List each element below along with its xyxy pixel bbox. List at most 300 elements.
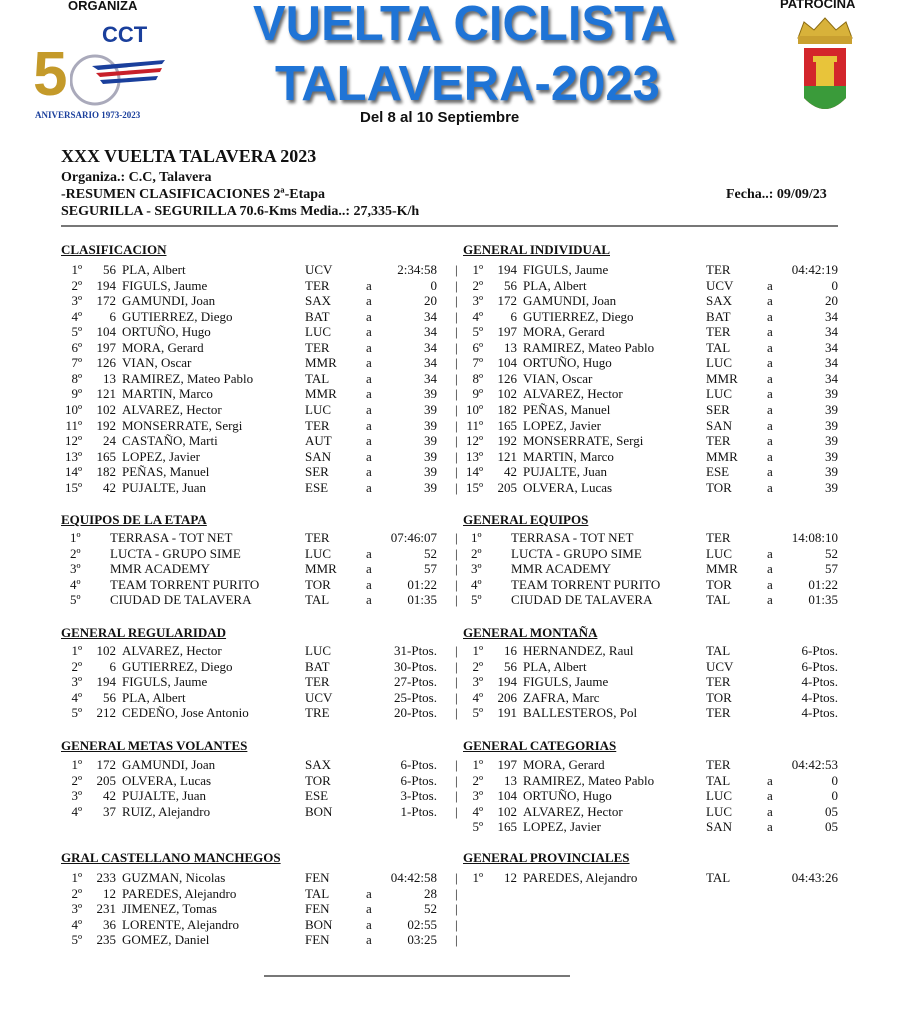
position: 1º — [472, 757, 483, 772]
header-divider — [61, 225, 838, 227]
etapa-line: SEGURILLA - SEGURILLA 70.6-Kms Media..: 27,335-K/h — [61, 204, 420, 219]
time-or-points: 34 — [424, 339, 437, 355]
gap-prefix: a — [767, 339, 773, 355]
rider-name: LORENTE, Alejandro — [122, 916, 239, 932]
general-individual-row — [461, 449, 851, 465]
position: 5º — [71, 324, 82, 340]
gap-prefix: a — [767, 308, 773, 324]
position: 2º — [71, 658, 82, 674]
column-separator: | — [455, 479, 458, 495]
position: 12º — [64, 433, 82, 449]
rider-name: ALVAREZ, Hector — [122, 643, 222, 658]
column-separator: | — [455, 592, 458, 608]
position: 15º — [465, 479, 483, 495]
column-separator: | — [455, 293, 458, 309]
general-individual-row — [461, 464, 851, 480]
bib-number: 194 — [497, 674, 517, 690]
bib-number: 235 — [96, 932, 116, 948]
team-code: MMR — [305, 561, 337, 577]
team-code: TOR — [305, 576, 331, 592]
gap-prefix: a — [767, 592, 773, 608]
general-categorias-row — [461, 788, 851, 804]
clasificacion-row — [60, 480, 450, 496]
rider-name: GOMEZ, Daniel — [122, 932, 210, 948]
team-code: MMR — [706, 448, 738, 464]
position: 1º — [71, 262, 82, 277]
bib-number: 102 — [96, 643, 116, 658]
clasificacion-row — [60, 355, 450, 371]
gral-castellano-manchegos-row — [60, 932, 450, 948]
gap-prefix: a — [767, 401, 773, 417]
clasificacion-row — [60, 418, 450, 434]
general-equipos-row — [461, 577, 851, 593]
team-code: TER — [706, 324, 731, 340]
rider-name: PUJALTE, Juan — [122, 479, 207, 495]
general-individual-row — [461, 278, 851, 294]
general-montana-title: GENERAL MONTAÑA — [463, 625, 598, 640]
time-or-points: 6-Ptos. — [801, 643, 838, 658]
position: 3º — [71, 674, 82, 690]
column-separator: | — [455, 870, 458, 885]
column-separator: | — [455, 433, 458, 449]
position: 12º — [465, 433, 483, 449]
position: 5º — [472, 819, 483, 835]
clasificacion-row — [60, 293, 450, 309]
team-name: TEAM TORRENT PURITO — [511, 576, 661, 592]
rider-name: JIMENEZ, Tomas — [122, 901, 217, 917]
clasificacion-row — [60, 402, 450, 418]
rider-name: MORA, Gerard — [523, 324, 605, 340]
team-code: UCV — [305, 262, 333, 277]
position: 3º — [71, 901, 82, 917]
rider-name: ORTUÑO, Hugo — [523, 355, 612, 371]
gap-prefix: a — [366, 932, 372, 948]
column-separator: | — [455, 803, 458, 819]
clasificacion-row — [60, 340, 450, 356]
general-metas-volantes-title: GENERAL METAS VOLANTES — [61, 738, 248, 753]
time-or-points: 04:42:19 — [791, 262, 838, 277]
general-regularidad-row — [60, 705, 450, 721]
team-code: TER — [706, 262, 731, 277]
team-code: TAL — [706, 592, 731, 608]
time-or-points: 6-Ptos. — [400, 772, 437, 788]
time-or-points: 39 — [424, 464, 437, 480]
time-or-points: 01:35 — [808, 592, 838, 608]
position: 6º — [472, 339, 483, 355]
gap-prefix: a — [767, 788, 773, 804]
time-or-points: 34 — [825, 324, 838, 340]
time-or-points: 1-Ptos. — [400, 803, 437, 819]
position: 3º — [71, 788, 82, 804]
column-separator: | — [455, 464, 458, 480]
time-or-points: 34 — [424, 324, 437, 340]
banner-title-line1: VUELTA CICLISTA — [253, 0, 676, 51]
rider-name: RAMIREZ, Mateo Pablo — [523, 339, 655, 355]
gap-prefix: a — [767, 803, 773, 819]
position: 5º — [71, 932, 82, 948]
time-or-points: 4-Ptos. — [801, 705, 838, 721]
position: 10º — [465, 401, 483, 417]
position: 2º — [472, 772, 483, 788]
time-or-points: 01:35 — [407, 592, 437, 608]
time-or-points: 4-Ptos. — [801, 689, 838, 705]
team-code: BAT — [305, 308, 330, 324]
time-or-points: 34 — [825, 355, 838, 371]
club-logo-text: CCT — [102, 22, 148, 47]
column-separator: | — [455, 545, 458, 561]
team-name: MMR ACADEMY — [511, 561, 612, 577]
gap-prefix: a — [366, 561, 372, 577]
time-or-points: 3-Ptos. — [400, 788, 437, 804]
bib-number: 102 — [96, 401, 116, 417]
gap-prefix: a — [366, 370, 372, 386]
team-code: TAL — [305, 370, 330, 386]
team-name: LUCTA - GRUPO SIME — [110, 545, 241, 561]
time-or-points: 04:42:58 — [390, 870, 437, 885]
gral-castellano-manchegos-row — [60, 870, 450, 886]
team-code: LUC — [305, 324, 331, 340]
rider-name: GAMUNDI, Joan — [122, 757, 216, 772]
general-individual-row — [461, 371, 851, 387]
gap-prefix: a — [366, 479, 372, 495]
bib-number: 104 — [497, 355, 517, 371]
bib-number: 172 — [497, 293, 517, 309]
time-or-points: 57 — [424, 561, 437, 577]
position: 2º — [71, 885, 82, 901]
bib-number: 165 — [497, 417, 517, 433]
clasificacion-row — [60, 262, 450, 278]
position: 4º — [472, 803, 483, 819]
gap-prefix: a — [366, 401, 372, 417]
rider-name: MONSERRATE, Sergi — [122, 417, 243, 433]
column-separator: | — [455, 386, 458, 402]
position: 1º — [71, 757, 82, 772]
position: 4º — [70, 576, 81, 592]
team-code: BAT — [305, 658, 330, 674]
bib-number: 205 — [96, 772, 116, 788]
time-or-points: 39 — [424, 448, 437, 464]
general-metas-volantes-row — [60, 773, 450, 789]
gap-prefix: a — [366, 386, 372, 402]
position: 2º — [71, 277, 82, 293]
position: 3º — [70, 561, 81, 577]
rider-name: PAREDES, Alejandro — [523, 870, 638, 885]
team-code: TOR — [706, 689, 732, 705]
time-or-points: 20 — [424, 293, 437, 309]
rider-name: MORA, Gerard — [122, 339, 204, 355]
team-code: BON — [305, 803, 333, 819]
position: 2º — [472, 277, 483, 293]
team-code: TAL — [305, 885, 330, 901]
general-regularidad-title: GENERAL REGULARIDAD — [61, 625, 227, 640]
time-or-points: 39 — [424, 386, 437, 402]
bib-number: 205 — [497, 479, 517, 495]
team-name: CIUDAD DE TALAVERA — [110, 592, 252, 608]
bib-number: 56 — [504, 277, 517, 293]
team-code: LUC — [706, 545, 732, 561]
bib-number: 165 — [96, 448, 116, 464]
time-or-points: 34 — [825, 308, 838, 324]
time-or-points: 0 — [831, 277, 838, 293]
team-code: TAL — [706, 643, 731, 658]
bib-number: 13 — [504, 339, 517, 355]
rider-name: MARTIN, Marco — [523, 448, 614, 464]
rider-name: ZAFRA, Marc — [523, 689, 600, 705]
rider-name: PAREDES, Alejandro — [122, 885, 237, 901]
position: 4º — [472, 308, 483, 324]
team-code: AUT — [305, 433, 332, 449]
position: 4º — [471, 576, 482, 592]
team-code: SAN — [706, 417, 733, 433]
team-code: TER — [305, 417, 330, 433]
bib-number: 16 — [504, 643, 517, 658]
position: 3º — [471, 561, 482, 577]
position: 1º — [70, 530, 81, 545]
column-separator: | — [455, 916, 458, 932]
bib-number: 197 — [497, 757, 517, 772]
time-or-points: 30-Ptos. — [394, 658, 437, 674]
team-code: LUC — [305, 643, 331, 658]
organiza-line: Organiza.: C.C, Talavera — [61, 170, 212, 185]
position: 2º — [471, 545, 482, 561]
bib-number: 56 — [504, 658, 517, 674]
clasificacion-row — [60, 278, 450, 294]
gral-castellano-manchegos-title: GRAL CASTELLANO MANCHEGOS — [61, 850, 281, 865]
team-code: ESE — [706, 464, 730, 480]
general-montana-row — [461, 659, 851, 675]
equipos-etapa-title: EQUIPOS DE LA ETAPA — [61, 512, 207, 527]
general-individual-row — [461, 324, 851, 340]
team-code: BON — [305, 916, 333, 932]
rider-name: PLA, Albert — [523, 277, 587, 293]
team-code: TAL — [706, 772, 731, 788]
general-montana-row — [461, 643, 851, 659]
rider-name: GUTIERREZ, Diego — [523, 308, 634, 324]
rider-name: ALVAREZ, Hector — [523, 803, 623, 819]
general-individual-row — [461, 418, 851, 434]
gap-prefix: a — [767, 545, 773, 561]
position: 14º — [465, 464, 483, 480]
column-separator: | — [455, 417, 458, 433]
time-or-points: 04:43:26 — [791, 870, 838, 885]
bib-number: 6 — [109, 658, 116, 674]
gap-prefix: a — [767, 479, 773, 495]
team-code: UCV — [706, 277, 734, 293]
team-code: FEN — [305, 932, 330, 948]
rider-name: OLVERA, Lucas — [523, 479, 613, 495]
column-separator: | — [455, 901, 458, 917]
time-or-points: 05 — [825, 819, 838, 835]
bib-number: 104 — [96, 324, 116, 340]
bib-number: 13 — [504, 772, 517, 788]
team-code: UCV — [706, 658, 734, 674]
clasificacion-row — [60, 371, 450, 387]
time-or-points: 34 — [424, 308, 437, 324]
bib-number: 233 — [96, 870, 116, 885]
rider-name: MONSERRATE, Sergi — [523, 433, 644, 449]
rider-name: GUTIERREZ, Diego — [122, 658, 233, 674]
team-code: ESE — [305, 788, 329, 804]
gap-prefix: a — [767, 386, 773, 402]
rider-name: PLA, Albert — [122, 689, 186, 705]
team-code: FEN — [305, 901, 330, 917]
rider-name: GAMUNDI, Joan — [523, 293, 617, 309]
column-separator: | — [455, 674, 458, 690]
rider-name: RAMIREZ, Mateo Pablo — [523, 772, 655, 788]
time-or-points: 39 — [825, 433, 838, 449]
banner-title-line2: TALAVERA-2023 — [275, 57, 660, 111]
general-equipos-row — [461, 592, 851, 608]
general-equipos-row — [461, 530, 851, 546]
team-code: LUC — [706, 788, 732, 804]
clasificacion-row — [60, 324, 450, 340]
position: 1º — [472, 870, 483, 885]
bib-number: 37 — [103, 803, 116, 819]
general-montana-row — [461, 690, 851, 706]
time-or-points: 01:22 — [407, 576, 437, 592]
coat-of-arms-icon — [790, 16, 860, 120]
time-or-points: 14:08:10 — [791, 530, 838, 545]
column-separator: | — [455, 643, 458, 658]
general-provinciales-title: GENERAL PROVINCIALES — [463, 850, 630, 865]
gap-prefix: a — [366, 545, 372, 561]
time-or-points: 04:42:53 — [791, 757, 838, 772]
clasificacion-row — [60, 464, 450, 480]
general-regularidad-row — [60, 643, 450, 659]
bib-number: 102 — [497, 803, 517, 819]
bib-number: 42 — [504, 464, 517, 480]
column-separator: | — [455, 689, 458, 705]
general-categorias-title: GENERAL CATEGORIAS — [463, 738, 617, 753]
position: 4º — [71, 803, 82, 819]
time-or-points: 39 — [424, 433, 437, 449]
rider-name: GUTIERREZ, Diego — [122, 308, 233, 324]
time-or-points: 25-Ptos. — [394, 689, 437, 705]
column-separator: | — [455, 885, 458, 901]
bib-number: 121 — [96, 386, 116, 402]
bib-number: 172 — [96, 293, 116, 309]
column-separator: | — [455, 932, 458, 948]
gap-prefix: a — [366, 885, 372, 901]
rider-name: CEDEÑO, Jose Antonio — [122, 705, 249, 721]
team-code: FEN — [305, 870, 330, 885]
column-separator: | — [455, 448, 458, 464]
clasificacion-row — [60, 449, 450, 465]
gap-prefix: a — [366, 355, 372, 371]
time-or-points: 6-Ptos. — [400, 757, 437, 772]
team-code: LUC — [305, 545, 331, 561]
general-categorias-row — [461, 773, 851, 789]
position: 6º — [71, 339, 82, 355]
gap-prefix: a — [767, 433, 773, 449]
team-code: TRE — [305, 705, 330, 721]
report-title: XXX VUELTA TALAVERA 2023 — [61, 146, 317, 166]
bib-number: 182 — [96, 464, 116, 480]
club-logo: CCT 5 ANIVERSARIO 1973-2023 — [30, 18, 170, 123]
rider-name: PLA, Albert — [122, 262, 186, 277]
rider-name: LOPEZ, Javier — [523, 819, 601, 835]
position: 10º — [64, 401, 82, 417]
position: 2º — [472, 658, 483, 674]
position: 1º — [471, 530, 482, 545]
team-code: MMR — [706, 561, 738, 577]
team-name: LUCTA - GRUPO SIME — [511, 545, 642, 561]
gap-prefix: a — [366, 916, 372, 932]
general-metas-volantes-row — [60, 757, 450, 773]
position: 14º — [64, 464, 82, 480]
time-or-points: 39 — [825, 401, 838, 417]
time-or-points: 39 — [424, 401, 437, 417]
bib-number: 165 — [497, 819, 517, 835]
bib-number: 12 — [504, 870, 517, 885]
time-or-points: 02:55 — [407, 916, 437, 932]
time-or-points: 39 — [825, 448, 838, 464]
gap-prefix: a — [767, 324, 773, 340]
team-code: TER — [305, 339, 330, 355]
position: 5º — [71, 705, 82, 721]
bib-number: 194 — [96, 277, 116, 293]
time-or-points: 39 — [424, 417, 437, 433]
clasificacion-row — [60, 309, 450, 325]
rider-name: ORTUÑO, Hugo — [122, 324, 211, 340]
gap-prefix: a — [366, 448, 372, 464]
general-regularidad-row — [60, 659, 450, 675]
wheel-wings-icon — [70, 46, 170, 110]
bib-number: 172 — [96, 757, 116, 772]
general-individual-title: GENERAL INDIVIDUAL — [463, 242, 610, 257]
general-provinciales-row — [461, 870, 851, 886]
rider-name: BALLESTEROS, Pol — [523, 705, 638, 721]
equipos-etapa-row — [60, 592, 450, 608]
gap-prefix: a — [366, 308, 372, 324]
bib-number: 42 — [103, 479, 116, 495]
column-separator: | — [455, 561, 458, 577]
team-code: TOR — [706, 479, 732, 495]
gap-prefix: a — [366, 592, 372, 608]
team-code: TER — [706, 705, 731, 721]
gap-prefix: a — [366, 277, 372, 293]
rider-name: HERNANDEZ, Raul — [523, 643, 634, 658]
position: 3º — [472, 674, 483, 690]
time-or-points: 28 — [424, 885, 437, 901]
bib-number: 36 — [103, 916, 116, 932]
position: 4º — [71, 916, 82, 932]
team-code: TOR — [305, 772, 331, 788]
team-code: SER — [305, 464, 329, 480]
general-individual-row — [461, 293, 851, 309]
rider-name: ORTUÑO, Hugo — [523, 788, 612, 804]
position: 1º — [71, 870, 82, 885]
team-code: TER — [706, 433, 731, 449]
gral-castellano-manchegos-row — [60, 917, 450, 933]
team-code: SER — [706, 401, 730, 417]
general-metas-volantes-row — [60, 788, 450, 804]
team-code: LUC — [305, 401, 331, 417]
time-or-points: 0 — [430, 277, 437, 293]
time-or-points: 31-Ptos. — [394, 643, 437, 658]
rider-name: MARTIN, Marco — [122, 386, 213, 402]
time-or-points: 20 — [825, 293, 838, 309]
equipos-etapa-row — [60, 530, 450, 546]
team-code: UCV — [305, 689, 333, 705]
rider-name: FIGULS, Jaume — [523, 674, 609, 690]
position: 2º — [71, 772, 82, 788]
general-categorias-row — [461, 804, 851, 820]
position: 3º — [472, 788, 483, 804]
position: 1º — [472, 262, 483, 277]
column-separator: | — [455, 772, 458, 788]
gap-prefix: a — [366, 433, 372, 449]
